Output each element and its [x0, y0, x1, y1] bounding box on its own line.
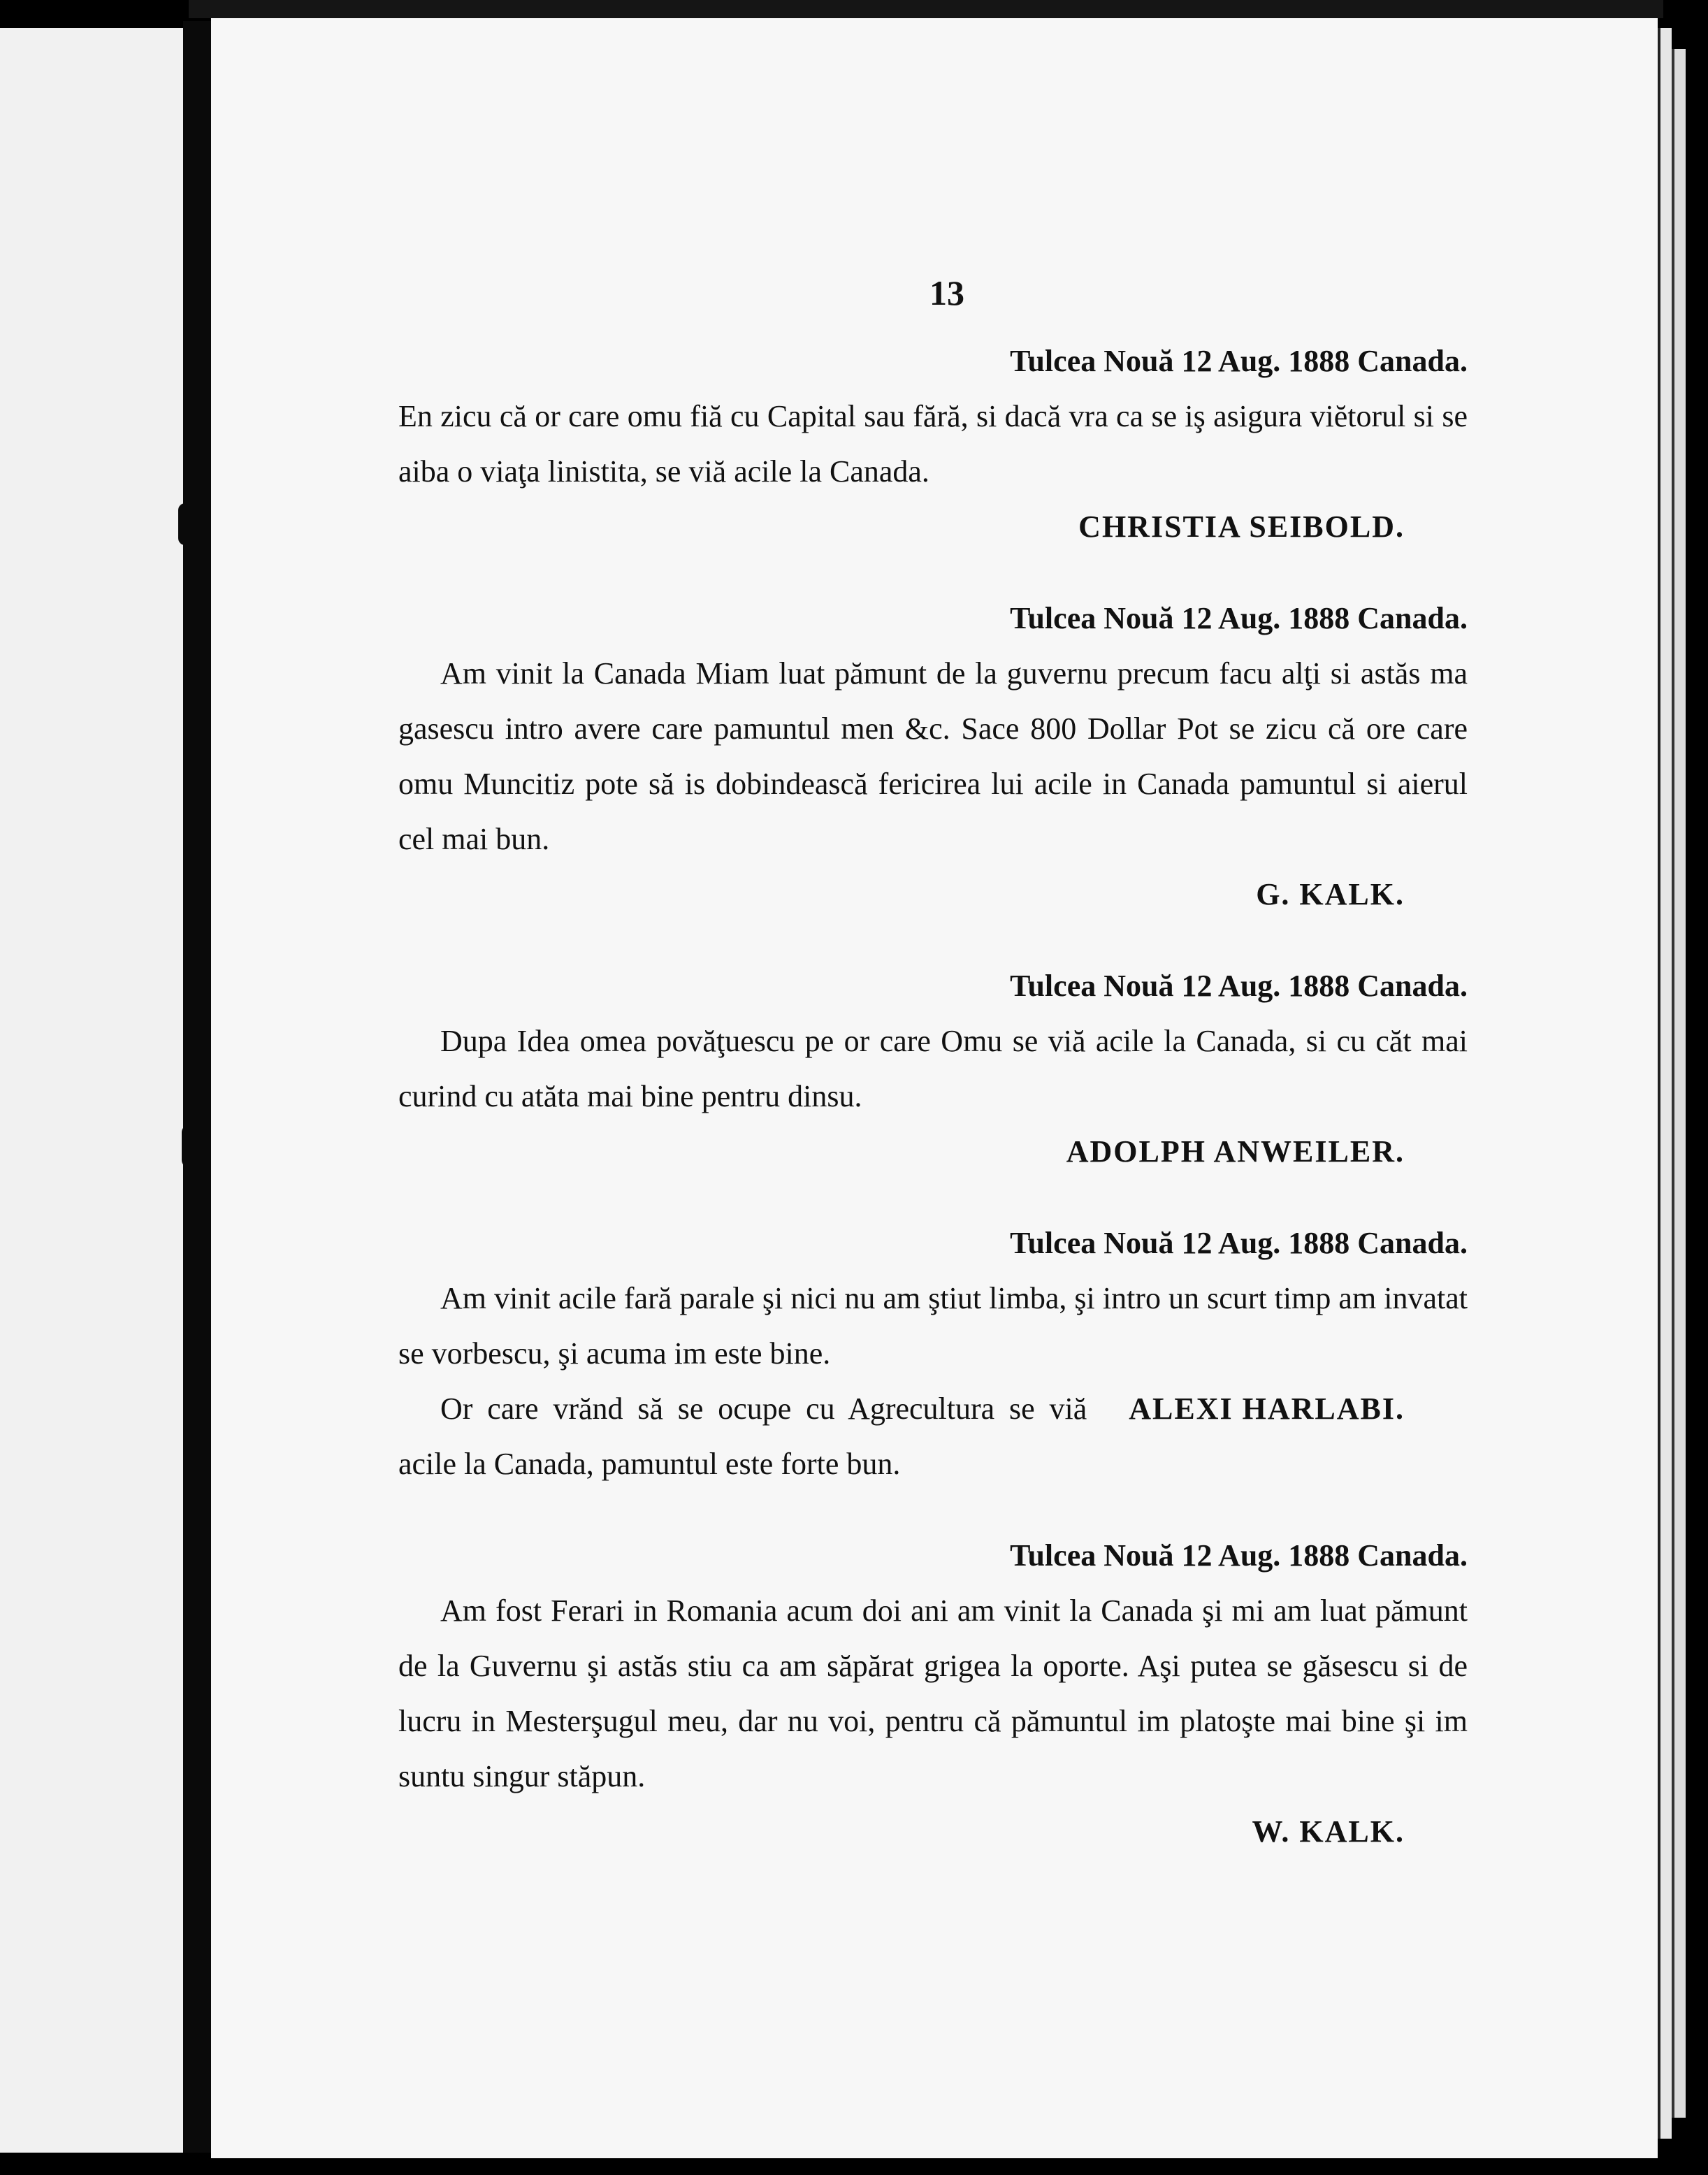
left-facing-page — [0, 28, 183, 2153]
letter-paragraph-text: Or care vrănd să se ocupe cu Agrecultura se viă acile la Canada, pamuntul este forte bun. — [398, 1392, 1087, 1481]
spacer — [398, 554, 1468, 591]
page-number: 13 — [929, 273, 964, 312]
spacer — [398, 1179, 1468, 1215]
letter-paragraph: Am fost Ferari in Romania acum doi ani am vinit la Canada şi mi am luat pămunt de la Guvernu şi astăs stiu ca am săpărat grigea la oporte. Aşi putea se găsescu si de lucru in Mesterşugul meu, dar nu voi, pentru că pămuntul im platoşte mai bine şi im suntu singur stăpun. — [398, 1594, 1468, 1793]
letter-paragraph: Dupa Idea omea povăţuescu pe or care Omu se viă acile la Canada, si cu căt mai curind cu atăta mai bine pentru dinsu. — [398, 1024, 1468, 1113]
dateline: Tulcea Nouă 12 Aug. 1888 Canada. — [1010, 1538, 1468, 1573]
letter-3 — [398, 958, 1468, 1179]
letter-2 — [398, 591, 1468, 922]
binding-mark — [178, 503, 195, 545]
letter-4 — [398, 1215, 1468, 1491]
spacer — [398, 922, 1468, 958]
dateline: Tulcea Nouă 12 Aug. 1888 Canada. — [1010, 601, 1468, 635]
signature: ADOLPH ANWEILER. — [1066, 1134, 1405, 1169]
letter-5 — [398, 1528, 1468, 1859]
page-text-block — [398, 266, 1468, 1859]
spacer — [398, 1491, 1468, 1528]
letter-paragraph: Am vinit la Canada Miam luat pămunt de la guvernu precum facu alţi si astăs ma gasescu intro avere care pamuntul men &c. Sace 800 Dollar Pot se zicu că ore care omu Muncitiz pote să is dobindească fericirea lui acile in Canada pamuntul si aierul cel mai bun. — [398, 656, 1468, 856]
dateline: Tulcea Nouă 12 Aug. 1888 Canada. — [1010, 969, 1468, 1003]
letter-1 — [398, 333, 1468, 554]
signature: ALEXI HARLABI. — [1129, 1392, 1405, 1426]
binding-mark — [182, 1125, 198, 1167]
dateline: Tulcea Nouă 12 Aug. 1888 Canada. — [1010, 344, 1468, 378]
signature: CHRISTIA SEIBOLD. — [1078, 510, 1405, 544]
scan-top-border — [189, 0, 1663, 18]
page-edge — [1672, 49, 1686, 2118]
letter-paragraph: En zicu că or care omu fiă cu Capital sau fără, si dacă vra ca se iş asigura viĕtorul si se aiba o viaţa linistita, se viă acile la Canada. — [398, 399, 1468, 489]
signature: G. KALK. — [1256, 877, 1405, 911]
dateline: Tulcea Nouă 12 Aug. 1888 Canada. — [1010, 1226, 1468, 1260]
letter-paragraph — [398, 1381, 1468, 1491]
letter-paragraph: Am vinit acile fară parale şi nici nu am ştiut limba, şi intro un scurt timp am invatat se vorbescu, şi acuma im este bine. — [398, 1281, 1468, 1371]
book-gutter — [183, 21, 211, 2153]
signature: W. KALK. — [1252, 1814, 1405, 1849]
page-edge — [1658, 28, 1672, 2139]
